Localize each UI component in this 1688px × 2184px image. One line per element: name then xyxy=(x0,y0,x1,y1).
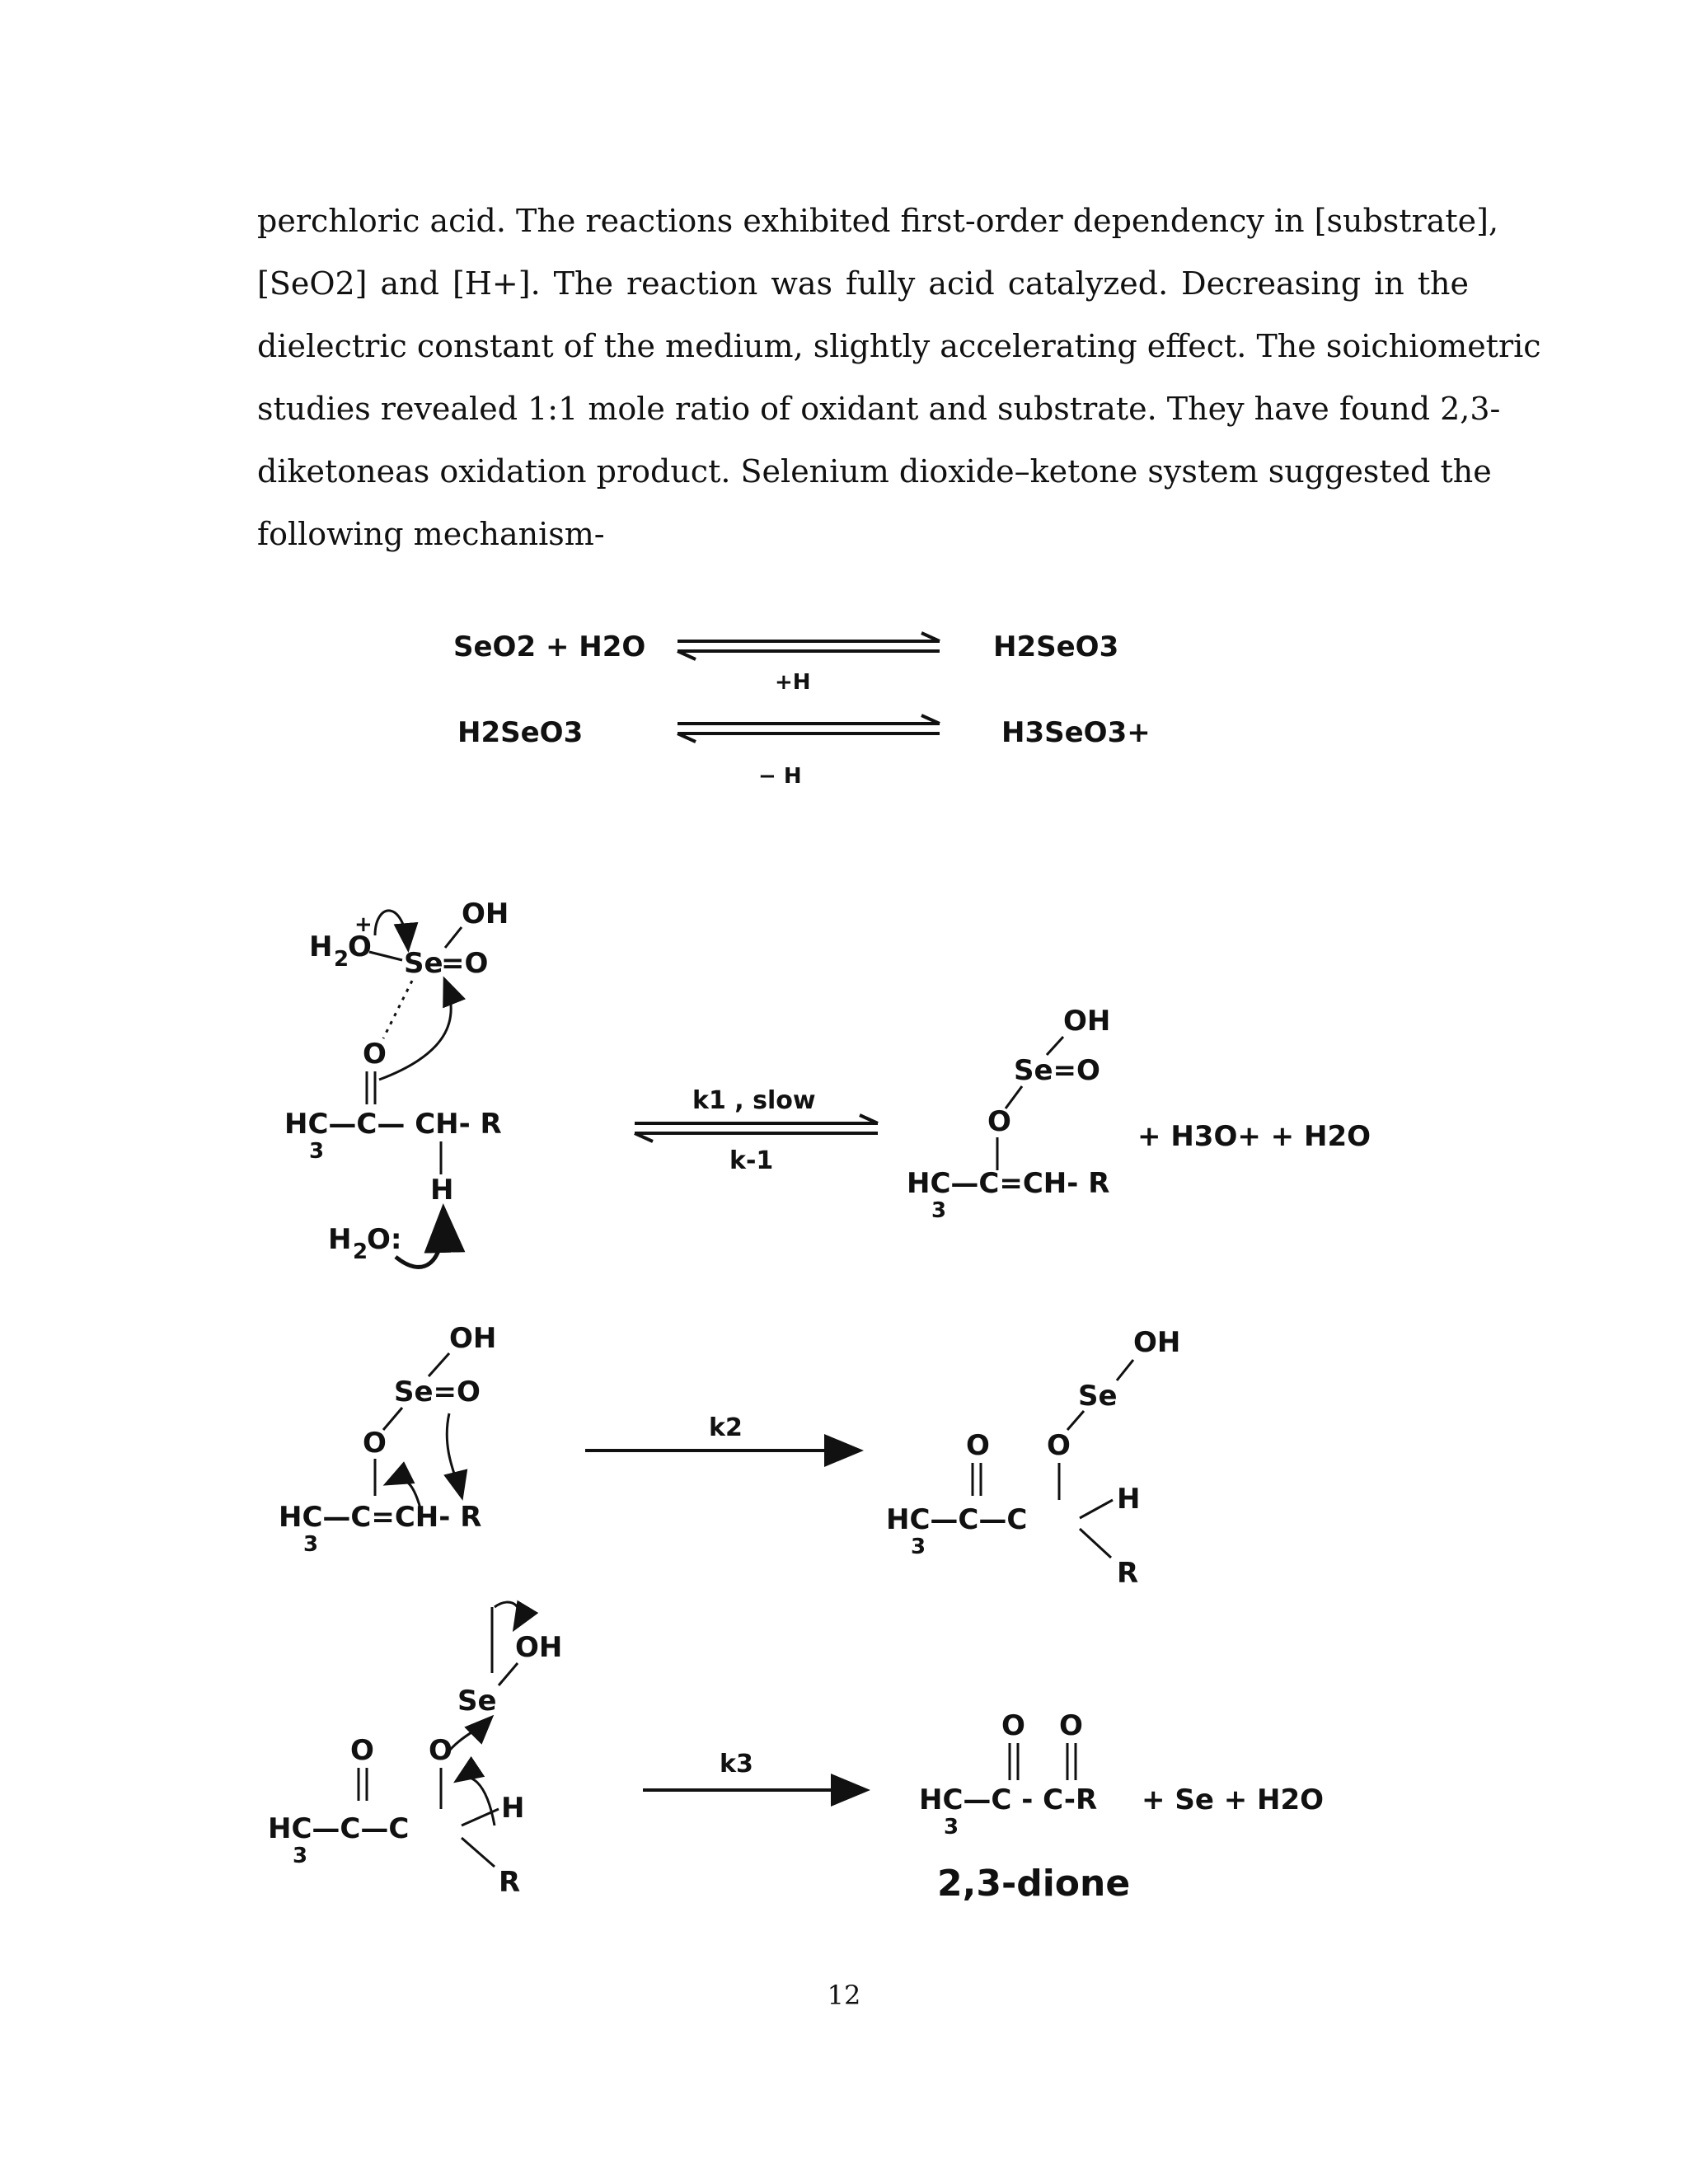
paragraph-line: diketoneas oxidation product. Selenium dioxide–ketone system suggested the xyxy=(257,453,1492,490)
svg-text:H: H xyxy=(501,1792,525,1825)
rate-k-1-label: k-1 xyxy=(729,1146,774,1175)
svg-text:Se=O: Se=O xyxy=(1014,1054,1100,1087)
step3-reactant xyxy=(268,1602,562,1899)
svg-text:H: H xyxy=(1117,1483,1141,1516)
eq1-right: H2SeO3 xyxy=(993,630,1119,663)
svg-text:O: O xyxy=(363,1427,387,1460)
step1-byproducts: + H3O+ + H2O xyxy=(1137,1120,1372,1153)
step2-product xyxy=(886,1326,1180,1590)
svg-text:Se=O: Se=O xyxy=(394,1376,481,1408)
svg-text:3: 3 xyxy=(911,1535,926,1559)
svg-text:H: H xyxy=(309,930,333,963)
svg-text:O: O xyxy=(987,1105,1011,1138)
paragraph-line: dielectric constant of the medium, slightly accelerating effect. The soichiometric xyxy=(257,328,1541,364)
svg-text:3: 3 xyxy=(931,1198,947,1223)
svg-text:O:: O: xyxy=(367,1223,402,1256)
page-number: 12 xyxy=(827,1980,861,2011)
proton-loss-label: − H xyxy=(758,764,802,789)
paragraph-line: [SeO2] and [H+]. The reaction was fully acid catalyzed. Decreasing in the xyxy=(257,265,1469,302)
rate-k2-label: k2 xyxy=(709,1413,743,1442)
svg-text:O: O xyxy=(363,1038,387,1071)
svg-text:+: + xyxy=(354,912,373,937)
rate-k1-label: k1 , slow xyxy=(692,1086,816,1115)
svg-text:3: 3 xyxy=(944,1815,959,1840)
step1-product xyxy=(907,1005,1110,1223)
svg-text:3: 3 xyxy=(303,1532,319,1557)
svg-text:HC—C—C: HC—C—C xyxy=(268,1812,410,1845)
eq2-right: H3SeO3+ xyxy=(1001,716,1151,749)
svg-text:R: R xyxy=(1117,1557,1139,1590)
svg-text:OH: OH xyxy=(1063,1005,1111,1038)
svg-text:R: R xyxy=(499,1866,521,1899)
svg-text:O: O xyxy=(348,930,372,963)
svg-text:HC—C=CH- R: HC—C=CH- R xyxy=(279,1501,482,1534)
svg-text:Se: Se xyxy=(1078,1380,1118,1413)
svg-text:O: O xyxy=(1059,1709,1083,1742)
paragraph-line: perchloric acid. The reactions exhibited first-order dependency in [substrate], xyxy=(257,203,1499,239)
svg-text:O: O xyxy=(429,1734,452,1767)
svg-text:H: H xyxy=(328,1223,352,1256)
rate-k3-label: k3 xyxy=(720,1750,753,1779)
eq1-left: SeO2 + H2O xyxy=(453,630,646,663)
svg-text:2: 2 xyxy=(334,947,349,972)
svg-text:Se: Se xyxy=(457,1685,497,1718)
svg-text:H: H xyxy=(430,1174,454,1207)
svg-text:O: O xyxy=(350,1734,374,1767)
step1-reactant xyxy=(284,898,509,1267)
svg-text:HC—C - C-R: HC—C - C-R xyxy=(919,1783,1098,1816)
svg-text:=O: =O xyxy=(441,947,489,980)
step2-reactant xyxy=(279,1322,496,1557)
equilibrium-arrow xyxy=(678,715,940,742)
product-name-label: 2,3-dione xyxy=(937,1863,1131,1905)
svg-text:2: 2 xyxy=(353,1240,368,1264)
svg-text:OH: OH xyxy=(515,1631,563,1664)
svg-text:Se: Se xyxy=(404,947,443,980)
paragraph-line: following mechanism- xyxy=(257,516,605,552)
svg-text:O: O xyxy=(1047,1429,1071,1462)
svg-text:HC—C=CH- R: HC—C=CH- R xyxy=(907,1167,1110,1200)
step3-products: + Se + H2O xyxy=(1142,1783,1325,1816)
equilibrium-2 xyxy=(457,670,1151,789)
svg-text:HC—C— CH- R: HC—C— CH- R xyxy=(284,1108,502,1141)
eq2-left: H2SeO3 xyxy=(457,716,584,749)
svg-text:OH: OH xyxy=(449,1322,497,1355)
svg-text:O: O xyxy=(966,1429,990,1462)
svg-text:3: 3 xyxy=(309,1139,325,1164)
svg-text:HC—C—C: HC—C—C xyxy=(886,1503,1028,1536)
step1-arrows xyxy=(635,1115,878,1141)
svg-text:3: 3 xyxy=(293,1844,308,1868)
equilibrium-arrow xyxy=(678,633,940,659)
svg-text:OH: OH xyxy=(1133,1326,1181,1359)
svg-text:O: O xyxy=(1001,1709,1025,1742)
equilibrium-1 xyxy=(453,630,1118,663)
svg-text:OH: OH xyxy=(462,898,509,930)
paragraph-line: studies revealed 1:1 mole ratio of oxidant and substrate. They have found 2,3- xyxy=(257,391,1501,427)
proton-gain-label: +H xyxy=(775,670,811,695)
step3-product xyxy=(919,1709,1097,1840)
